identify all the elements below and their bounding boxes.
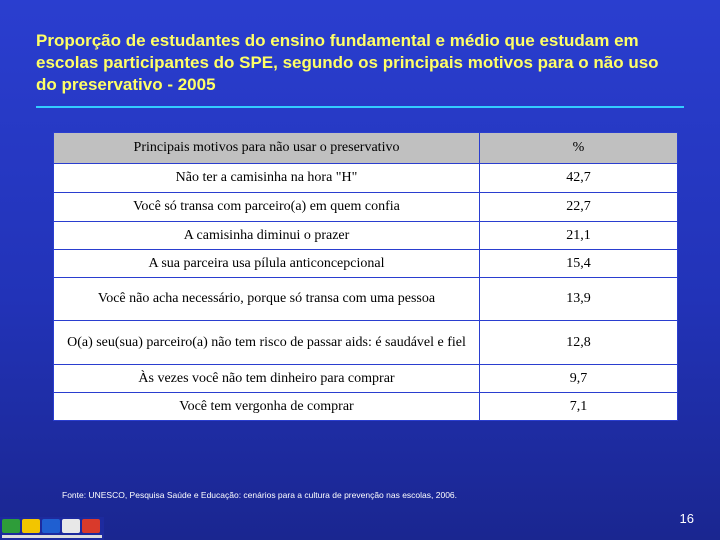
logo-block-b [2,519,20,533]
reasons-table [53,132,678,421]
row-percent: 9,7 [480,365,678,393]
logo-block-s [62,519,80,533]
row-percent: 21,1 [480,222,678,250]
row-percent: 22,7 [480,193,678,222]
logo-block-a [42,519,60,533]
row-reason: Às vezes você não tem dinheiro para comprar [54,365,480,393]
table-row [54,222,678,250]
table-header-row [54,133,678,164]
table-row [54,193,678,222]
slide-title: Proporção de estudantes do ensino fundamental e médio que estudam em escolas participantes do SPE, segundo os principais motivos para o não uso do preservativo - 2005 [36,31,659,94]
brasil-logo [0,517,104,540]
page-number: 16 [679,511,694,526]
table-row [54,164,678,193]
row-reason: Você só transa com parceiro(a) em quem confia [54,193,480,222]
row-reason: O(a) seu(sua) parceiro(a) não tem risco de passar aids: é saudável e fiel [54,321,480,365]
row-percent: 15,4 [480,250,678,278]
row-percent: 13,9 [480,278,678,321]
logo-strip [2,535,102,538]
header-reason: Principais motivos para não usar o preservativo [54,133,480,164]
row-percent: 12,8 [480,321,678,365]
row-reason: A camisinha diminui o prazer [54,222,480,250]
table-row [54,393,678,421]
row-reason: Você não acha necessário, porque só transa com uma pessoa [54,278,480,321]
source-note: Fonte: UNESCO, Pesquisa Saúde e Educação: cenários para a cultura de prevenção nas escolas, 2006. [62,490,458,500]
table-row [54,278,678,321]
row-reason: Você tem vergonha de comprar [54,393,480,421]
row-reason: Não ter a camisinha na hora "H" [54,164,480,193]
table-row [54,321,678,365]
table-row [54,365,678,393]
row-reason: A sua parceira usa pílula anticoncepcional [54,250,480,278]
header-percent: % [480,133,678,164]
logo-block-r [22,519,40,533]
row-percent: 42,7 [480,164,678,193]
title-divider [36,106,684,108]
row-percent: 7,1 [480,393,678,421]
table-row [54,250,678,278]
logo-letters-icon [2,519,100,533]
logo-block-l [82,519,100,533]
